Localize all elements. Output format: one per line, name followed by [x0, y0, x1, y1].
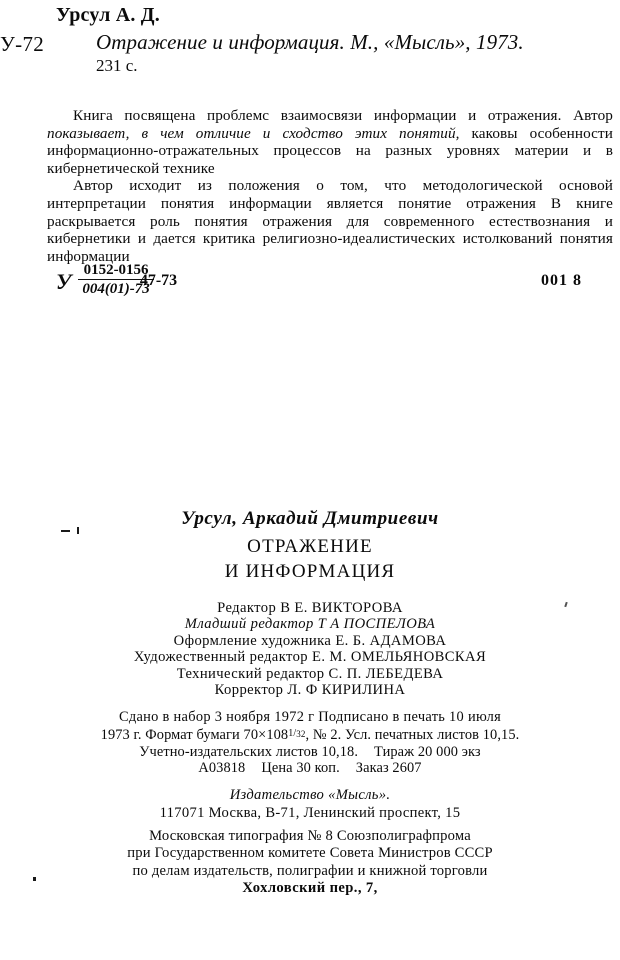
print-format-line — [30, 726, 590, 744]
print-registration-number: А03818 — [198, 760, 246, 777]
print-format-part-b: , № 2. Усл. печатных листов 10,15. — [305, 726, 520, 743]
credit-art-editor: Художественный редактор Е. М. ОМЕЛЬЯНОВСКАЯ — [133, 649, 487, 666]
print-price: Цена 30 коп. — [261, 760, 340, 777]
printer-block — [0, 828, 620, 898]
abstract-block — [47, 107, 613, 265]
abstract-p1-part-a: Книга посвящена проблемс взаимосвязи информации и отражения. Автор — [73, 107, 613, 124]
credit-technical-editor: Технический редактор С. П. ЛЕБЕДЕВА — [176, 665, 444, 682]
print-order-number: Заказ 2607 — [355, 760, 422, 777]
imprint-book-title — [0, 534, 620, 584]
printer-name: Московская типография № 8 Союзполиграфпрома — [149, 828, 471, 844]
shelf-mark: У-72 — [0, 32, 45, 56]
publisher-block — [0, 786, 620, 822]
imprint-title-line-1: ОТРАЖЕНИЕ — [247, 536, 373, 557]
abstract-p1-italic: показывает, в чем отличие и сходство этих понятий, — [47, 124, 460, 142]
imprint-author-full: Урсул, Аркадий Дмитриевич — [181, 508, 439, 529]
classification-suffix: 47-73 — [139, 271, 178, 289]
print-order-line — [30, 760, 590, 777]
printer-authority-line-1: при Государственном комитете Совета Министров СССР — [127, 845, 493, 862]
print-format-part-a: 1973 г. Формат бумаги 70×108 — [100, 726, 289, 743]
catalog-title-line: Отражение и информация. М., «Мысль», 1973. — [96, 30, 524, 54]
scan-artifact-dot — [33, 877, 36, 881]
print-accounting-sheets: Учетно-издательских листов 10,18. — [139, 743, 359, 760]
credit-designer: Оформление художника Е. Б. АДАМОВА — [173, 632, 447, 649]
scan-artifact-tick — [77, 527, 79, 534]
publisher-address: 117071 Москва, В-71, Ленинский проспект, 15 — [159, 805, 461, 821]
credit-junior-editor: Младший редактор Т А ПОСПЕЛОВА — [184, 616, 436, 633]
print-run: Тираж 20 000 экз — [374, 743, 481, 760]
imprint-title-line-2: И ИНФОРМАЦИЯ — [224, 561, 396, 582]
credit-editor: Редактор В Е. ВИКТОРОВА — [217, 600, 403, 616]
print-format-fraction-numerator: 1 — [288, 727, 294, 739]
classification-numerator: 0152-0156 — [83, 262, 149, 278]
classification-prefix-letter: У — [56, 268, 72, 294]
scan-artifact-dash — [61, 530, 70, 532]
printer-authority-line-2: по делам издательств, полиграфии и книжной торговли — [132, 862, 488, 879]
publisher-name: Издательство «Мысль». — [229, 787, 391, 803]
classification-right-code: 001 8 — [541, 272, 582, 289]
credit-proofreader: Корректор Л. Ф КИРИЛИНА — [214, 682, 406, 699]
abstract-paragraph-2: Автор исходит из положения о том, что методологической основой интерпретации понятия информации является понятие отражения В книге раскрывается роль понятия отражения для современного естествознания и кибернетики и дается критика религиозно-идеалистических истолкований понятия информации — [47, 177, 613, 265]
abstract-paragraph-1 — [47, 107, 613, 177]
catalog-author-heading: Урсул А. Д. — [56, 4, 160, 26]
printer-address: Хохловский пер., 7, — [242, 880, 378, 897]
print-dates-line: Сдано в набор 3 ноября 1972 г Подписано в печать 10 июля — [118, 709, 502, 725]
print-format-fraction-denominator: 32 — [296, 728, 306, 739]
abstract-p1-part-c: каковы особенности информационно-отражательных процессов на разных уровнях материи и в кибернетической технике — [47, 124, 613, 177]
print-format-fraction: 1/32 — [288, 727, 306, 739]
print-details-block — [30, 709, 590, 777]
catalog-pages-line: 231 с. — [96, 56, 138, 75]
print-sheets-line — [30, 744, 590, 761]
classification-denominator: 004(01)-73 — [78, 279, 154, 297]
classification-fraction — [56, 262, 177, 297]
credits-block — [0, 600, 620, 698]
